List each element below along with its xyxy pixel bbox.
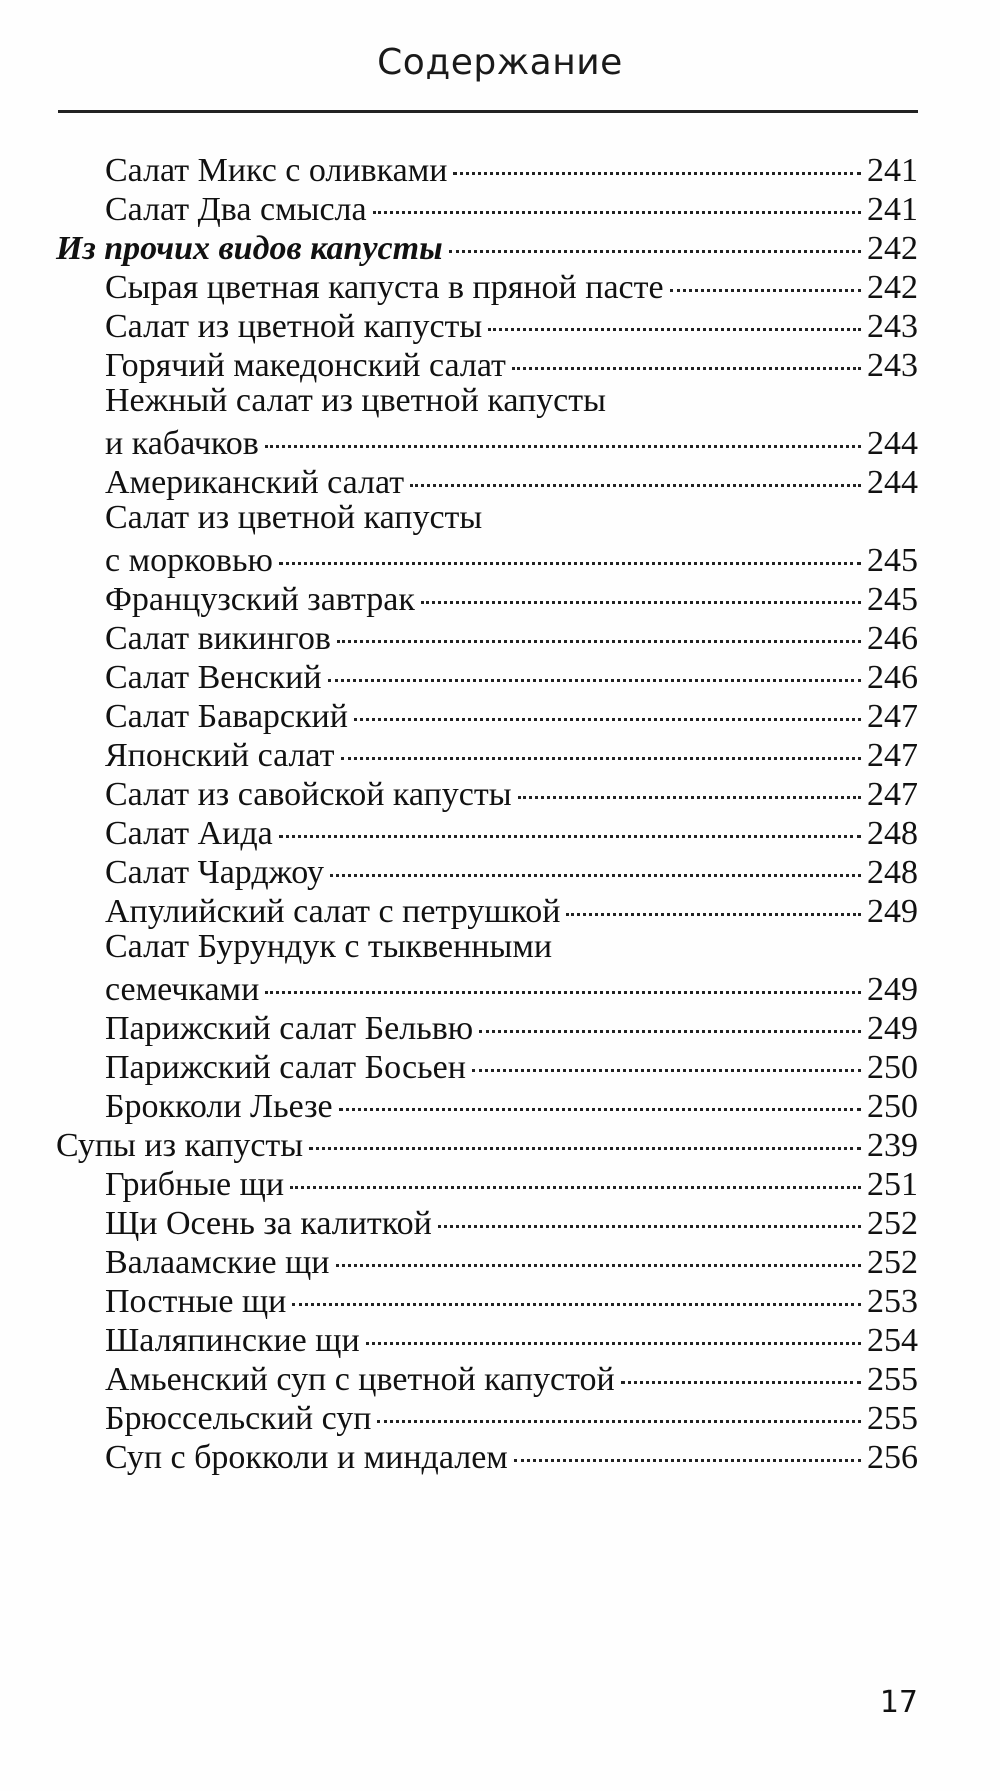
toc-entry-page: 245 [867,542,918,579]
dot-leader [292,1273,861,1306]
toc-entry-title: Из прочих видов капусты [56,230,443,267]
toc-entry[interactable] [105,1435,918,1479]
toc-entry-title: Салат Баварский [105,698,348,735]
toc-entry-title: Брокколи Льезе [105,1088,333,1125]
dot-leader [341,727,862,760]
toc-entry[interactable] [105,889,918,933]
page-number: 17 [879,1685,918,1720]
dot-leader [410,454,861,487]
toc-entry-title: Салат из савойской капусты [105,776,512,813]
dot-leader [366,1312,861,1345]
toc-entry-page: 250 [867,1088,918,1125]
toc-entry-page: 256 [867,1439,918,1476]
toc-entry-page: 249 [867,893,918,930]
dot-leader [670,259,861,292]
toc-entry-page: 242 [867,230,918,267]
dot-leader [377,1390,861,1423]
page-header-title: Содержание [377,42,623,83]
dot-leader [354,688,861,721]
toc-entry-title: Парижский салат Бельвю [105,1010,474,1047]
dot-leader [518,766,861,799]
toc-entry-page: 246 [867,620,918,657]
toc-entry-title: семечками [105,971,260,1008]
dot-leader [438,1195,861,1228]
toc-entry-title: Щи Осень за калиткой [105,1205,432,1242]
dot-leader [373,181,861,214]
toc-entry[interactable] [105,343,918,387]
toc-entry-title: Французский завтрак [105,581,415,618]
toc-entry-page: 253 [867,1283,918,1320]
toc-entry-page: 247 [867,698,918,735]
toc-entry-title: Супы из капусты [56,1127,304,1164]
toc-entry-title: Салат викингов [105,620,331,657]
toc-entry-title: Сырая цветная капуста в пряной пасте [105,269,664,306]
toc-entry-title: Американский салат [105,464,405,501]
toc-entry-page: 249 [867,971,918,1008]
toc-entry-page: 246 [867,659,918,696]
dot-leader [328,649,861,682]
toc-entry-page: 250 [867,1049,918,1086]
toc-entry-title: Горячий македонский салат [105,347,506,384]
toc-entry-page: 242 [867,269,918,306]
dot-leader [566,883,861,916]
toc-entry-title: Салат Венский [105,659,322,696]
toc-entry-page: 247 [867,776,918,813]
dot-leader [336,1234,861,1267]
toc-entry-title: Салат Два смысла [105,191,367,228]
toc-entry-page: 254 [867,1322,918,1359]
toc-entry-title: Валаамские щи [105,1244,330,1281]
toc-entry-title-line1: Салат Бурундук с тыквенными [105,928,553,965]
dot-leader [488,298,861,331]
dot-leader [512,337,861,370]
dot-leader [479,1000,861,1033]
dot-leader [279,805,861,838]
toc-entry-title: Салат Чарджоу [105,854,324,891]
dot-leader [265,415,861,448]
toc-entry-page: 241 [867,191,918,228]
dot-leader [279,532,861,565]
toc-entry-title: с морковью [105,542,273,579]
dot-leader [472,1039,861,1072]
toc-entry-title: Салат Аида [105,815,273,852]
dot-leader [453,142,861,175]
dot-leader [339,1078,861,1111]
toc-entry-page: 249 [867,1010,918,1047]
toc-entry-page: 245 [867,581,918,618]
toc-entry[interactable] [105,460,918,504]
dot-leader [309,1117,861,1150]
toc-entry-title: Брюссельский суп [105,1400,372,1437]
toc-entry-page: 244 [867,425,918,462]
toc-entry-title: и кабачков [105,425,259,462]
toc-entry-page: 255 [867,1361,918,1398]
dot-leader [290,1156,861,1189]
toc-entry-title: Грибные щи [105,1166,285,1203]
toc-entry-title: Парижский салат Босьен [105,1049,466,1086]
toc-entry-page: 239 [867,1127,918,1164]
toc-entry-page: 248 [867,815,918,852]
dot-leader [514,1429,861,1462]
toc-entry-title: Японский салат [105,737,335,774]
toc-entry-page: 243 [867,308,918,345]
toc-entry-page: 241 [867,152,918,189]
dot-leader [421,571,861,604]
toc-entry-page: 247 [867,737,918,774]
toc-entry-title: Шаляпинские щи [105,1322,360,1359]
toc-entry-page: 252 [867,1244,918,1281]
toc-entry-title: Салат Микс с оливками [105,152,448,189]
dot-leader [265,961,861,994]
toc-entry-title: Амьенский суп с цветной капустой [105,1361,615,1398]
toc-entry-page: 248 [867,854,918,891]
dot-leader [337,610,861,643]
toc-entry-page: 251 [867,1166,918,1203]
dot-leader [621,1351,861,1384]
toc-entry-title-line1: Нежный салат из цветной капусты [105,382,606,419]
toc-entry-title: Суп с брокколи и миндалем [105,1439,508,1476]
dot-leader [330,844,861,877]
toc-entry-page: 252 [867,1205,918,1242]
toc-entry-title: Постные щи [105,1283,287,1320]
toc-entry-title: Салат из цветной капусты [105,308,483,345]
toc-entry-page: 243 [867,347,918,384]
toc-entry-page: 255 [867,1400,918,1437]
toc-entry-title: Апулийский салат с петрушкой [105,893,561,930]
toc-entry-page: 244 [867,464,918,501]
dot-leader [449,220,861,253]
header-divider [58,110,918,113]
toc-entry-title-line1: Салат из цветной капусты [105,499,483,536]
